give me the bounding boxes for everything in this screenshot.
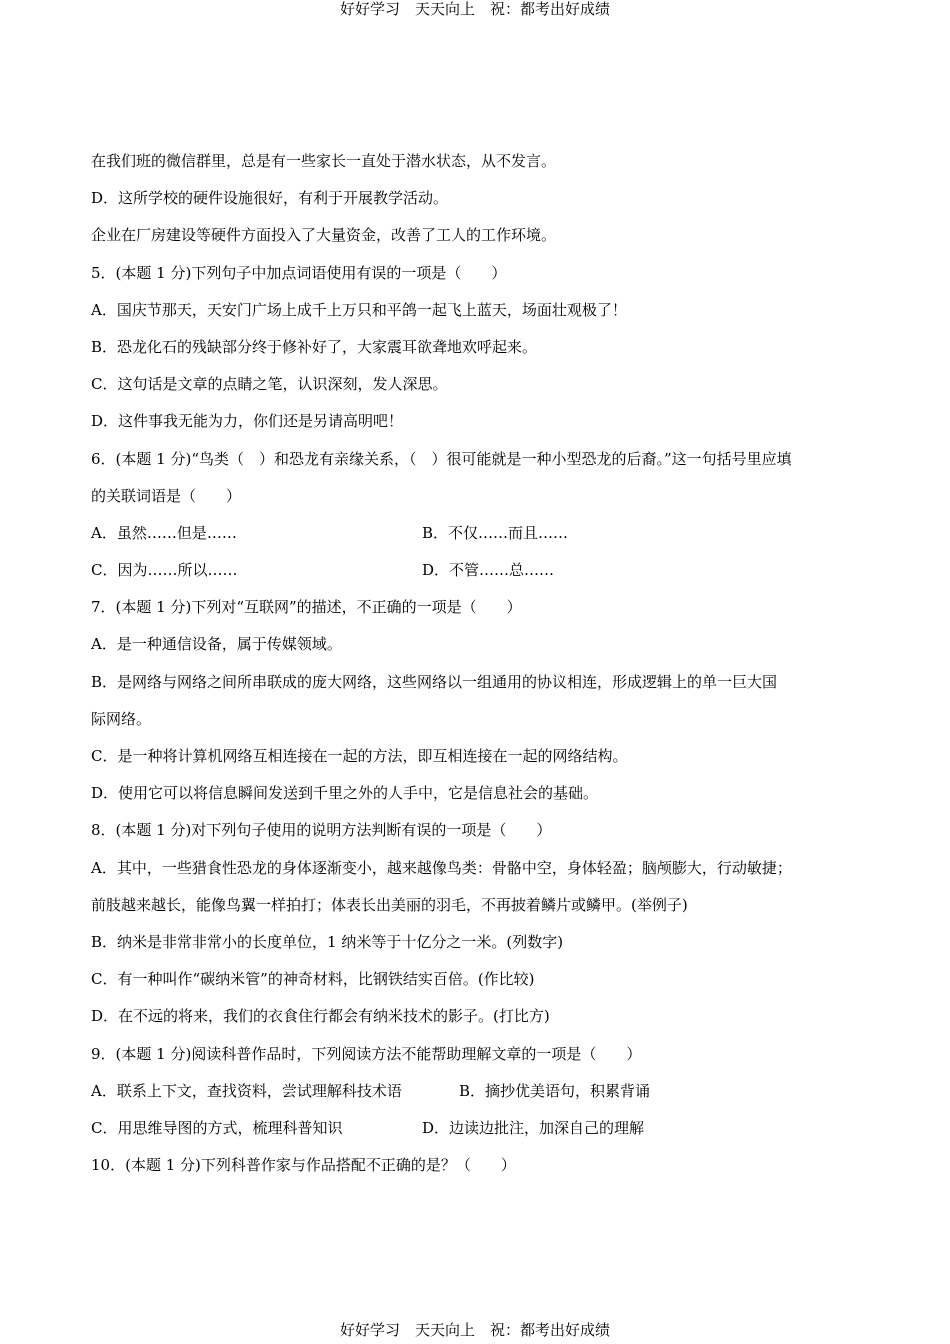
q6-options-row-2 (91, 552, 881, 589)
q8-option-a-cont: 前肢越来越长，能像鸟翼一样拍打；体表长出美丽的羽毛，不再披着鳞片或鳞甲。(举例子) (91, 895, 688, 914)
text-line: 在我们班的微信群里，总是有一些家长一直处于潜水状态，从不发言。 (91, 152, 557, 170)
q7-option-d: D．使用它可以将信息瞬间发送到千里之外的人手中，它是信息社会的基础。 (91, 784, 599, 803)
q9-options-row-2 (91, 1110, 881, 1147)
q6-options-row-1 (91, 515, 881, 552)
question-8: 8．(本题 1 分)对下列句子使用的说明方法判断有误的一项是（ ） (91, 821, 552, 840)
q5-option-c: C．这句话是文章的点睛之笔，认识深刻，发人深思。 (91, 375, 448, 394)
q8-option-b: B．纳米是非常非常小的长度单位，1 纳米等于十亿分之一米。(列数字) (91, 932, 564, 951)
question-7: 7．(本题 1 分)下列对“互联网”的描述，不正确的一项是（ ） (91, 598, 522, 617)
question-9: 9．(本题 1 分)阅读科普作品时，下列阅读方法不能帮助理解文章的一项是（ ） (91, 1044, 642, 1063)
page-footer: 好好学习 天天向上 祝：都考出好成绩 (339, 1321, 610, 1339)
q8-option-a: A．其中，一些猎食性恐龙的身体逐渐变小，越来越像鸟类：骨骼中空，身体轻盈；脑颅膨大，行动敏捷； (91, 858, 792, 877)
question-6-cont: 的关联词语是（ ） (91, 486, 242, 505)
q5-option-b: B．恐龙化石的残缺部分终于修补好了，大家震耳欲聋地欢呼起来。 (91, 337, 538, 356)
q6-option-d: D．不管……总…… (422, 561, 555, 580)
q9-option-a: A．联系上下文，查找资料，尝试理解科技术语 (91, 1081, 402, 1100)
q8-option-d: D．在不远的将来，我们的衣食住行都会有纳米技术的影子。(打比方) (91, 1007, 550, 1026)
q5-option-d: D．这件事我无能为力，你们还是另请高明吧！ (91, 412, 404, 431)
q9-option-d: D．边读边批注，加深自己的理解 (422, 1118, 645, 1137)
q9-option-c: C．用思维导图的方式，梳理科普知识 (91, 1118, 343, 1137)
q7-option-c: C．是一种将计算机网络互相连接在一起的方法，即互相连接在一起的网络结构。 (91, 747, 628, 765)
q6-option-b: B．不仅……而且…… (422, 523, 569, 542)
document-body (91, 143, 881, 1184)
q7-option-a: A．是一种通信设备，属于传媒领域。 (91, 635, 342, 654)
q5-option-a: A．国庆节那天，天安门广场上成千上万只和平鸽一起飞上蓝天，场面壮观极了！ (91, 300, 627, 319)
q9-options-row-1 (91, 1073, 881, 1110)
question-6: 6．(本题 1 分)“鸟类（ ）和恐龙有亲缘关系，（ ）很可能就是一种小型恐龙的后裔。”这一句括号里应填 (91, 449, 792, 468)
page-header: 好好学习 天天向上 祝：都考出好成绩 (339, 0, 610, 18)
q8-option-c: C．有一种叫作“碳纳米管”的神奇材料，比钢铁结实百倍。(作比较) (91, 970, 535, 989)
text-line: 企业在厂房建设等硬件方面投入了大量资金，改善了工人的工作环境。 (91, 226, 557, 245)
question-5: 5．(本题 1 分)下列句子中加点词语使用有误的一项是（ ） (91, 263, 507, 282)
question-10: 10．(本题 1 分)下列科普作家与作品搭配不正确的是？（ ） (91, 1156, 516, 1175)
q6-option-a: A．虽然……但是…… (91, 523, 237, 542)
option-d: D．这所学校的硬件设施很好，有利于开展教学活动。 (91, 189, 449, 208)
q6-option-c: C．因为……所以…… (91, 561, 238, 580)
q7-option-b-cont: 际网络。 (91, 709, 152, 728)
q7-option-b: B．是网络与网络之间所串联成的庞大网络，这些网络以一组通用的协议相连，形成逻辑上的单一巨大国 (91, 672, 778, 691)
q9-option-b: B．摘抄优美语句，积累背诵 (459, 1081, 651, 1100)
